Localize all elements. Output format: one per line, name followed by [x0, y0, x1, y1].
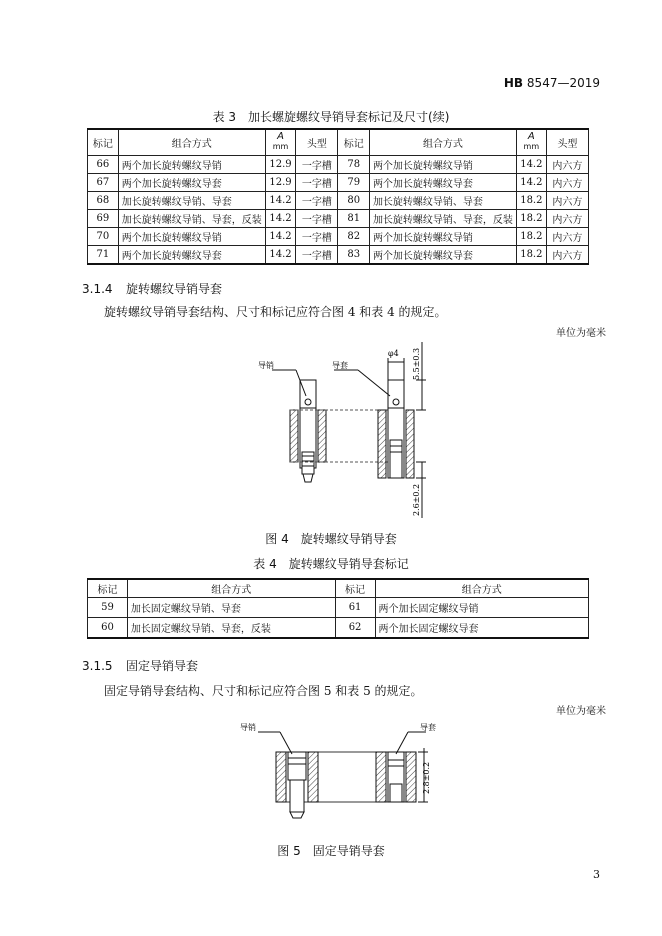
table4-cell: 60 [88, 618, 128, 638]
figure4-dim-bottom: 2.6±0.2 [412, 483, 421, 516]
table3-cell: 加长旋转螺纹导销、导套，反装 [369, 209, 516, 227]
table3-cell: 一字槽 [296, 173, 338, 191]
table3-cell: 83 [338, 245, 369, 264]
table3-cell: 12.9 [265, 155, 296, 173]
table3-cell: 内六方 [546, 245, 588, 264]
table3-cell: 内六方 [546, 173, 588, 191]
figure5-label-sleeve: 导套 [420, 723, 436, 732]
table4-header-mark-1: 标记 [88, 579, 128, 598]
table3-cell: 18.2 [516, 209, 546, 227]
table3-cell: 两个加长旋转螺纹导套 [369, 245, 516, 264]
table4-cell: 两个加长固定螺纹导套 [375, 618, 588, 638]
section-title: 固定导销导套 [126, 659, 199, 673]
table3-cell: 加长旋转螺纹导销、导套 [369, 191, 516, 209]
table3-cell: 12.9 [265, 173, 296, 191]
guide-pin-shape [290, 380, 326, 482]
section-title: 旋转螺纹导销导套 [126, 282, 223, 296]
figure4-dim-dia: φ4 [388, 349, 399, 358]
table4-header-combo-2: 组合方式 [375, 579, 588, 598]
table-row [88, 173, 589, 191]
table4-cell: 62 [335, 618, 375, 638]
table3-caption: 表 3 加长螺旋螺纹导销导套标记及尺寸(续) [212, 110, 450, 124]
table4-header-combo-1: 组合方式 [127, 579, 335, 598]
figure4-label-pin: 导销 [258, 361, 274, 370]
table-row [88, 227, 589, 245]
table3-cell: 82 [338, 227, 369, 245]
table4-header-mark-2: 标记 [335, 579, 375, 598]
table3-cell: 加长旋转螺纹导销、导套，反装 [118, 209, 265, 227]
table4-cell: 两个加长固定螺纹导销 [375, 598, 588, 618]
table3 [87, 128, 589, 265]
table4-cell: 加长固定螺纹导销、导套，反装 [127, 618, 335, 638]
table3-cell: 内六方 [546, 191, 588, 209]
table3-header-combo-1: 组合方式 [118, 129, 265, 155]
table3-cell: 一字槽 [296, 209, 338, 227]
fixed-guide-sleeve-shape [376, 752, 416, 802]
table3-cell: 两个加长旋转螺纹导套 [369, 173, 516, 191]
section-3-1-4-heading [82, 280, 222, 297]
figure5-label-pin: 导销 [240, 723, 256, 732]
guide-sleeve-shape [378, 380, 414, 478]
table4-caption: 表 4 旋转螺纹导销导套标记 [253, 557, 409, 571]
section-3-1-5-heading [82, 657, 198, 674]
table3-cell: 69 [88, 209, 119, 227]
table3-cell: 两个加长旋转螺纹导销 [369, 227, 516, 245]
section-number: 3.1.4 [82, 282, 113, 296]
table3-cell: 两个加长旋转螺纹导销 [118, 227, 265, 245]
figure4-drawing [230, 340, 450, 520]
table3-header-combo-2: 组合方式 [369, 129, 516, 155]
figure5-dim-side: 2.8±0.2 [422, 761, 431, 794]
table3-cell: 18.2 [516, 227, 546, 245]
table4-cell: 61 [335, 598, 375, 618]
fixed-guide-pin-shape [276, 752, 318, 818]
table3-cell: 内六方 [546, 227, 588, 245]
page-number: 3 [593, 868, 600, 881]
table3-cell: 两个加长旋转螺纹导套 [118, 245, 265, 264]
standard-prefix: HB [503, 76, 524, 90]
table3-cell: 内六方 [546, 209, 588, 227]
table3-cell: 81 [338, 209, 369, 227]
table3-cell: 70 [88, 227, 119, 245]
table3-cell: 14.2 [265, 191, 296, 209]
table-row [88, 598, 589, 618]
section-3-1-5-paragraph: 固定导销导套结构、尺寸和标记应符合图 5 和表 5 的规定。 [104, 684, 423, 698]
table4-cell: 59 [88, 598, 128, 618]
unit-note: 单位为毫米 [556, 706, 606, 717]
table3-header-mark-2: 标记 [338, 129, 369, 155]
table3-cell: 两个加长旋转螺纹导销 [369, 155, 516, 173]
table3-cell: 14.2 [265, 227, 296, 245]
table3-cell: 14.2 [265, 209, 296, 227]
table3-cell: 一字槽 [296, 227, 338, 245]
table3-cell: 79 [338, 173, 369, 191]
figure4-dim-top: 5.5±0.3 [412, 347, 421, 380]
table3-cell: 14.2 [265, 245, 296, 264]
table3-cell: 两个加长旋转螺纹导套 [118, 173, 265, 191]
table3-cell: 一字槽 [296, 155, 338, 173]
standard-number: 8547—2019 [526, 76, 600, 90]
table3-cell: 78 [338, 155, 369, 173]
table3-cell: 71 [88, 245, 119, 264]
table4-cell: 加长固定螺纹导销、导套 [127, 598, 335, 618]
table3-cell: 68 [88, 191, 119, 209]
table3-header-head-2: 头型 [546, 129, 588, 155]
table3-cell: 14.2 [516, 155, 546, 173]
table3-cell: 66 [88, 155, 119, 173]
table-row [88, 155, 589, 173]
table3-cell: 18.2 [516, 191, 546, 209]
table-row [88, 191, 589, 209]
table-row [88, 618, 589, 638]
table3-cell: 14.2 [516, 173, 546, 191]
figure4-label-sleeve: 导套 [332, 361, 348, 370]
table3-header-mark-1: 标记 [88, 129, 119, 155]
section-number: 3.1.5 [82, 659, 113, 673]
table-row [88, 209, 589, 227]
unit-note: 单位为毫米 [556, 328, 606, 339]
table3-cell: 两个加长旋转螺纹导销 [118, 155, 265, 173]
table3-cell: 加长旋转螺纹导销、导套 [118, 191, 265, 209]
table-row [88, 245, 589, 264]
table3-cell: 一字槽 [296, 191, 338, 209]
standard-code [504, 76, 600, 90]
table3-header-a-1: A mm [265, 129, 296, 155]
table3-cell: 18.2 [516, 245, 546, 264]
table3-cell: 内六方 [546, 155, 588, 173]
table3-cell: 80 [338, 191, 369, 209]
section-3-1-4-paragraph: 旋转螺纹导销导套结构、尺寸和标记应符合图 4 和表 4 的规定。 [104, 305, 447, 319]
figure5-caption: 图 5 固定导销导套 [277, 844, 385, 858]
table3-header-head-1: 头型 [296, 129, 338, 155]
table4 [87, 578, 589, 639]
table3-cell: 67 [88, 173, 119, 191]
figure5-drawing [230, 718, 450, 828]
table3-header-a-2: A mm [516, 129, 546, 155]
table3-cell: 一字槽 [296, 245, 338, 264]
figure4-caption: 图 4 旋转螺纹导销导套 [265, 532, 397, 546]
